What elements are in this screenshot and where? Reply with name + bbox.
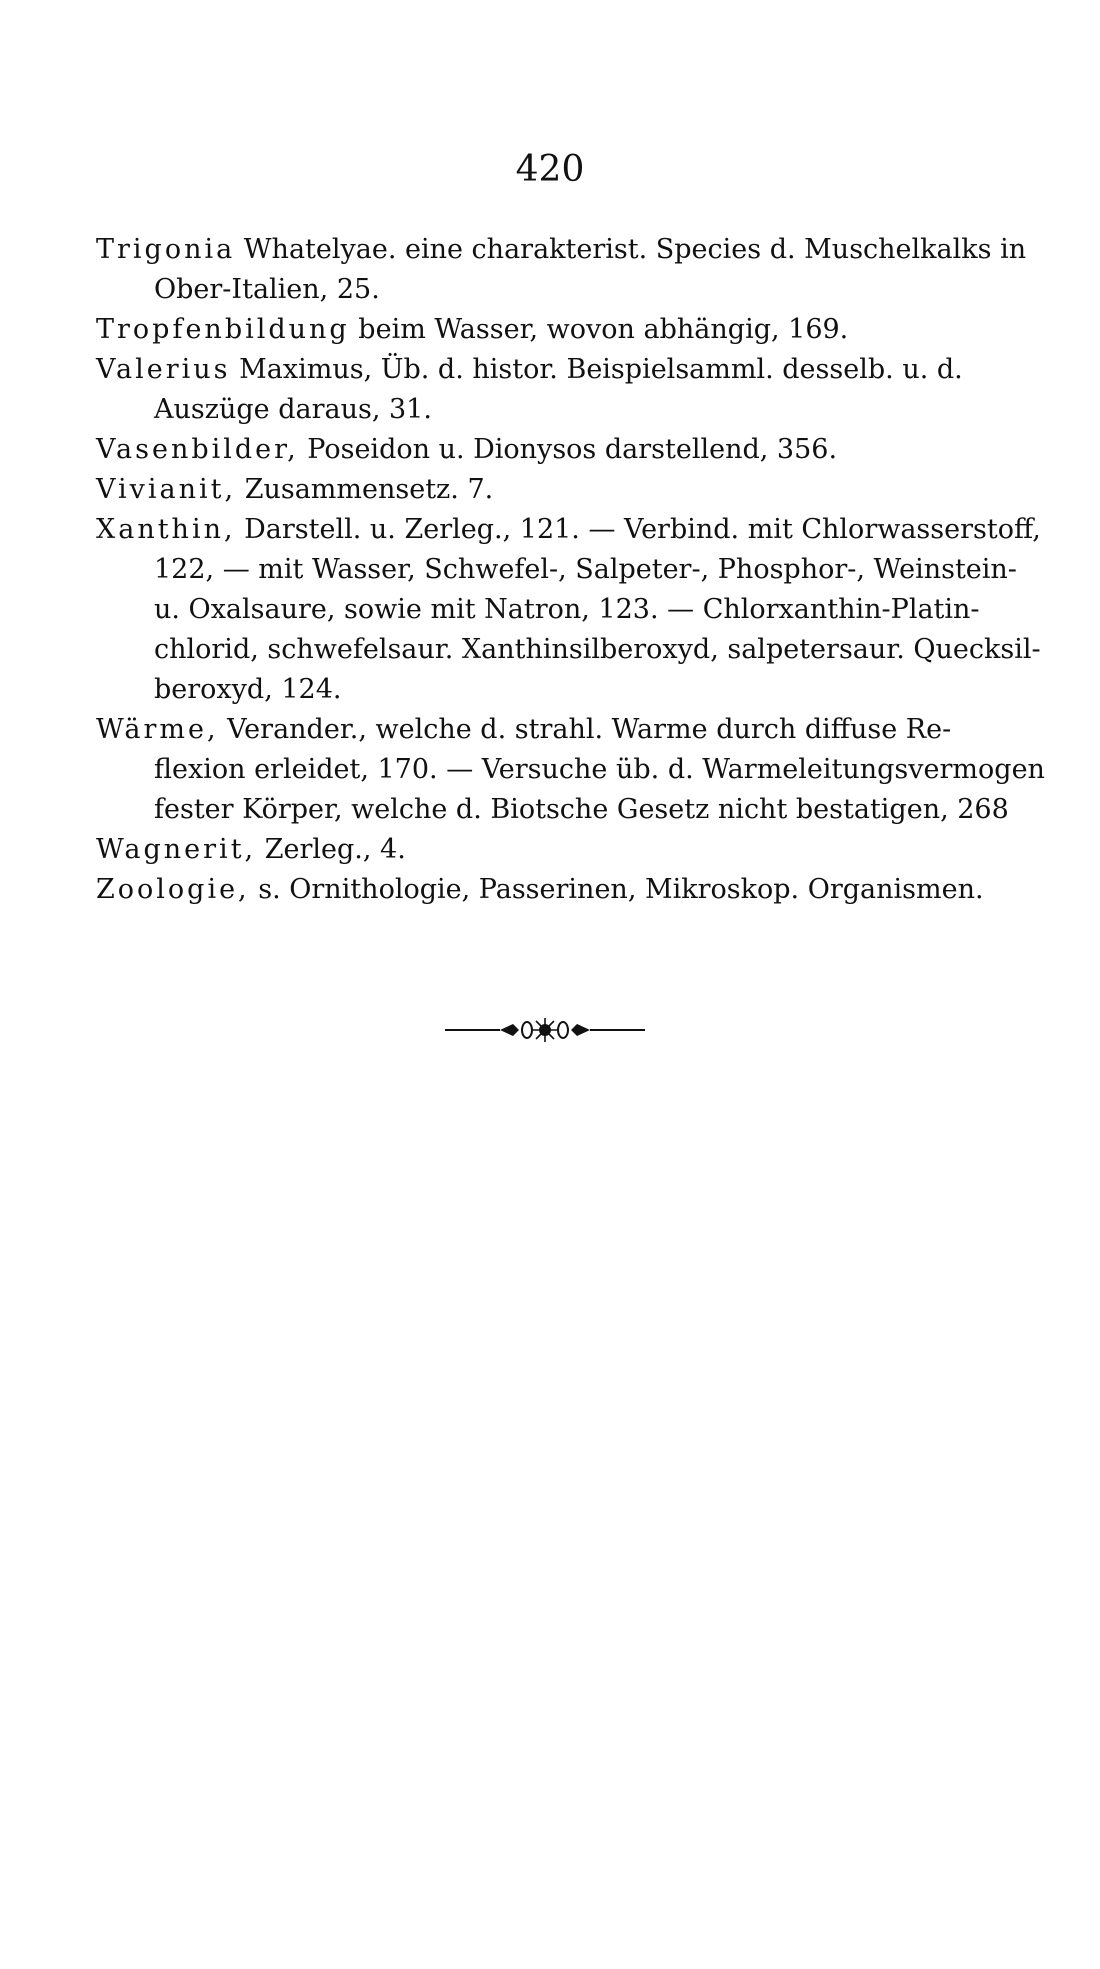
index-entry [96, 350, 1016, 430]
index-text: 122, — mit Wasser, Schwefel-, Salpeter-, Phosphor-, Weinstein- [154, 554, 1017, 585]
index-text: Whatelyae. eine charakterist. Species d. Muschelkalks in [235, 234, 1027, 265]
index-term: Valerius [96, 354, 231, 385]
index-text: Maximus, Üb. d. histor. Beispielsamml. desselb. u. d. [230, 354, 963, 385]
index-entry [96, 310, 1016, 350]
index-term: Vivianit, [96, 474, 237, 505]
index-entry [96, 510, 1041, 710]
index-text: Ober-Italien, 25. [154, 274, 380, 305]
index-text: flexion erleidet, 170. — Versuche üb. d. Warmeleitungsvermogen [154, 754, 1045, 785]
index-text: Verander., welche d. strahl. Warme durch diffuse Re- [218, 714, 952, 745]
index-entry [96, 710, 1045, 830]
index-text: u. Oxalsaure, sowie mit Natron, 123. — Chlorxanthin-Platin- [154, 594, 980, 625]
index-text: Zerleg., 4. [256, 834, 406, 865]
index-term: Xanthin, [96, 514, 236, 545]
index-text: Zusammensetz. 7. [236, 474, 494, 505]
index-text: Darstell. u. Zerleg., 121. — Verbind. mit Chlorwasserstoff, [235, 514, 1041, 545]
index-text: Poseidon u. Dionysos darstellend, 356. [298, 434, 838, 465]
index-list [96, 230, 1045, 910]
index-term: Trigonia [96, 234, 236, 265]
index-term: Wagnerit, [96, 834, 257, 865]
index-entry [96, 470, 1016, 510]
index-term: Wärme, [96, 714, 219, 745]
index-entry [96, 230, 1027, 310]
index-entry [96, 830, 1016, 870]
index-term: Vasenbilder, [96, 434, 299, 465]
index-text: chlorid, schwefelsaur. Xanthinsilberoxyd, salpetersaur. Quecksil- [154, 634, 1041, 665]
index-text: Auszüge daraus, 31. [154, 394, 432, 425]
index-text: beroxyd, 124. [154, 674, 342, 705]
index-term: Zoologie, [96, 874, 250, 905]
index-text: beim Wasser, wovon abhängig, 169. [349, 314, 849, 345]
index-entry [96, 870, 1016, 910]
index-text: fester Körper, welche d. Biotsche Gesetz nicht bestatigen, 268 [154, 794, 1009, 825]
decorative-rule-ornament-icon [445, 1015, 645, 1045]
index-term: Tropfenbildung [96, 314, 350, 345]
index-text: s. Ornithologie, Passerinen, Mikroskop. Organismen. [249, 874, 984, 905]
page-number: 420 [515, 149, 585, 190]
index-entry [96, 430, 1016, 470]
